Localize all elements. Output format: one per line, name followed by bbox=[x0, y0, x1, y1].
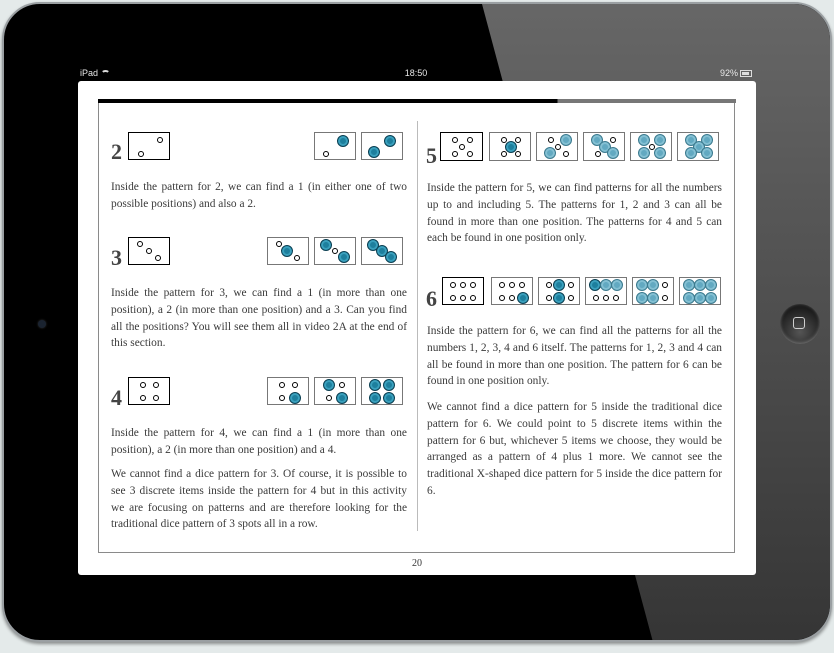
subpattern-4-b bbox=[314, 377, 356, 405]
subpattern-2-a bbox=[314, 132, 356, 160]
subpattern-6-e bbox=[679, 277, 721, 305]
section-5-text: Inside the pattern for 5, we can find patterns for all the numbers up to and including 5. The patterns for 1, 2 and 3 can all be found in more than one position. The patterns for 4 and 5 can each be found in one position only. bbox=[427, 182, 722, 245]
clock: 18:50 bbox=[404, 68, 428, 78]
subpattern-2-b bbox=[361, 132, 403, 160]
subpattern-3-b bbox=[314, 237, 356, 265]
subpattern-3-c bbox=[361, 237, 403, 265]
page-number: 20 bbox=[412, 558, 422, 569]
battery-percent: 92% bbox=[719, 68, 738, 78]
camera-icon bbox=[38, 320, 46, 328]
subpattern-5-a bbox=[489, 132, 531, 161]
book-page[interactable] bbox=[78, 81, 756, 575]
section-3-text: Inside the pattern for 3, we can find a 1 (in more than one position), a 2 (in more than one position) and a 3. Can you find all the positions? You will see them all in video 2A at the end of this section. bbox=[111, 287, 407, 350]
subpattern-5-b bbox=[536, 132, 578, 161]
dice-pattern-5 bbox=[440, 132, 483, 161]
section-number-5: 5 bbox=[426, 143, 437, 168]
subpattern-6-b bbox=[538, 277, 580, 305]
subpattern-6-d bbox=[632, 277, 674, 305]
dice-pattern-3 bbox=[128, 237, 170, 265]
status-bar bbox=[76, 66, 756, 81]
subpattern-4-a bbox=[267, 377, 309, 405]
section-number-3: 3 bbox=[111, 245, 122, 270]
section-number-4: 4 bbox=[111, 385, 122, 410]
subpattern-5-e bbox=[677, 132, 719, 161]
column-divider bbox=[417, 121, 418, 531]
section-6-text-2: We cannot find a dice pattern for 5 inside the traditional dice pattern for 6. We could point to 5 discrete items within the pattern for 6 but, whichever 5 items we choose, they would be arranged as a pattern of 4 plus 1 more. We cannot see the traditional X-shaped dice pattern for 5 inside the dice pattern for 6. bbox=[427, 401, 722, 497]
section-number-2: 2 bbox=[111, 139, 122, 164]
section-4-text-2: We cannot find a dice pattern for 3. Of course, it is possible to see 3 discrete items inside the pattern for 4 but in this activity we are focusing on patterns and are therefore looking for the traditional dice pattern of 3 spots all in a row. bbox=[111, 468, 407, 531]
subpattern-6-a bbox=[491, 277, 533, 305]
subpattern-4-c bbox=[361, 377, 403, 405]
home-square-icon bbox=[793, 317, 805, 329]
device-name: iPad bbox=[80, 68, 99, 78]
section-4-text-1: Inside the pattern for 4, we can find a 1 (in more than one position), a 2 (in more than one position) and a 4. bbox=[111, 427, 407, 456]
section-6-text-1: Inside the pattern for 6, we can find all the patterns for all the numbers 1, 2, 3, 4 and 6 itself. The patterns for 1, 2, 3 and 4 can all be found in more than one position. The pattern for 6 can be found in one position only. bbox=[427, 325, 722, 388]
dice-pattern-4 bbox=[128, 377, 170, 405]
subpattern-5-c bbox=[583, 132, 625, 161]
section-2-text: Inside the pattern for 2, we can find a 1 (in either one of two possible positions) and also a 2. bbox=[111, 181, 407, 210]
section-number-6: 6 bbox=[426, 286, 437, 311]
battery-icon bbox=[740, 70, 752, 77]
subpattern-5-d bbox=[630, 132, 672, 161]
dice-pattern-2 bbox=[128, 132, 170, 160]
subpattern-6-c bbox=[585, 277, 627, 305]
subpattern-3-a bbox=[267, 237, 309, 265]
dice-pattern-6 bbox=[442, 277, 484, 305]
home-button[interactable] bbox=[780, 304, 820, 344]
